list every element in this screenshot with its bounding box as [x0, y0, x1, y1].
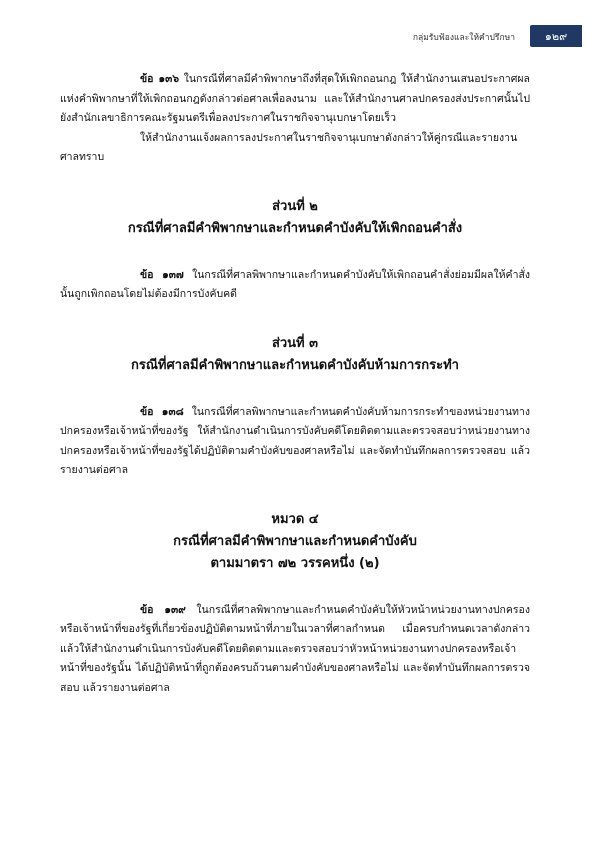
page-number-badge: ๑๒๙	[530, 25, 582, 47]
article-137-paragraph	[60, 266, 530, 305]
part-3-subheading: กรณีที่ศาลมีคำพิพากษาและกำหนดคำบังคับห้ามการกระทำ	[131, 357, 459, 373]
article-136-text: ในกรณีที่ศาลมีคำพิพากษาถึงที่สุดให้เพิกถอนกฎ ให้สำนักงานเสนอประกาศผลแห่งคำพิพากษาที่ให้เพิกถอนกฎดังกล่าวต่อศาลเพื่อลงนาม และให้สำนักงานศาลปกครองส่งประกาศนั้นไปยังสำนักเลขาธิการคณะรัฐมนตรีเพื่อลงประกาศในราชกิจจานุเบกษาโดยเร็ว	[60, 73, 530, 124]
article-137-text: ในกรณีที่ศาลพิพากษาและกำหนดคำบังคับให้เพิกถอนคำสั่งย่อมมีผลให้คำสั่งนั้นถูกเพิกถอนโดยไม่ต้องมีการบังคับคดี	[60, 268, 530, 300]
chapter-4-heading: หมวด ๔	[271, 511, 319, 527]
article-136-paragraph-2: ให้สำนักงานแจ้งผลการลงประกาศในราชกิจจานุเบกษาดังกล่าวให้คู่กรณีและรายงานศาลทราบ	[60, 131, 518, 163]
article-136-number: ข้อ ๑๓๖	[140, 73, 180, 85]
article-139-text: ในกรณีที่ศาลพิพากษาและกำหนดคำบังคับให้หัวหน้าหน่วยงานทางปกครองหรือเจ้าหน้าที่ของรัฐที่เกี่ยวข้องปฏิบัติตามหน้าที่ภายในเวลาที่ศาลกำหนด เมื่อครบกำหนดเวลาดังกล่าวแล้วให้สำนักงานดำเนินการบังคับคดีโดยติดตามและตรวจสอบว่าหัวหน้าหน่วยงานทางปกครองหรือเจ้าหน้าที่ของรัฐนั้น ได้ปฏิบัติหน้าที่ถูกต้องครบถ้วนตามคำบังคับของศาลหรือไม่ และจัดทำบันทึกผลการตรวจสอบ แล้วรายงานต่อศาล	[60, 603, 530, 694]
article-136-paragraph-1	[60, 70, 530, 129]
part-3-heading-block	[60, 333, 530, 377]
running-header: กลุ่มรับฟ้องและให้คำปรึกษา	[412, 33, 515, 43]
article-137-number: ข้อ ๑๓๗	[140, 268, 184, 281]
chapter-4-subheading: กรณีที่ศาลมีคำพิพากษาและกำหนดคำบังคับ	[173, 533, 417, 549]
chapter-4-subheading-2: ตามมาตรา ๗๒ วรรคหนึ่ง (๒)	[210, 555, 380, 571]
article-139-number: ข้อ ๑๓๙	[140, 603, 186, 616]
part-2-subheading: กรณีที่ศาลมีคำพิพากษาและกำหนดคำบังคับให้เพิกถอนคำสั่ง	[127, 220, 463, 236]
part-2-heading: ส่วนที่ ๒	[272, 198, 318, 214]
part-3-heading: ส่วนที่ ๓	[271, 335, 319, 351]
article-138-text: ในกรณีที่ศาลพิพากษาและกำหนดคำบังคับห้ามการกระทำของหน่วยงานทางปกครองหรือเจ้าหน้าที่ของรัฐ ให้สำนักงานดำเนินการบังคับคดีโดยติดตามและตรวจสอบว่าหน่วยงานทางปกครองหรือเจ้าหน้าที่ของรัฐได้ปฏิบัติตามคำบังคับของศาลหรือไม่ และจัดทำบันทึกผลการตรวจสอบ แล้วรายงานต่อศาล	[60, 405, 530, 476]
chapter-4-heading-block	[60, 509, 530, 575]
document-body	[60, 70, 530, 698]
article-138-paragraph	[60, 403, 530, 481]
part-2-heading-block	[60, 196, 530, 240]
article-138-number: ข้อ ๑๓๘	[140, 405, 184, 418]
article-139-paragraph	[60, 601, 530, 699]
